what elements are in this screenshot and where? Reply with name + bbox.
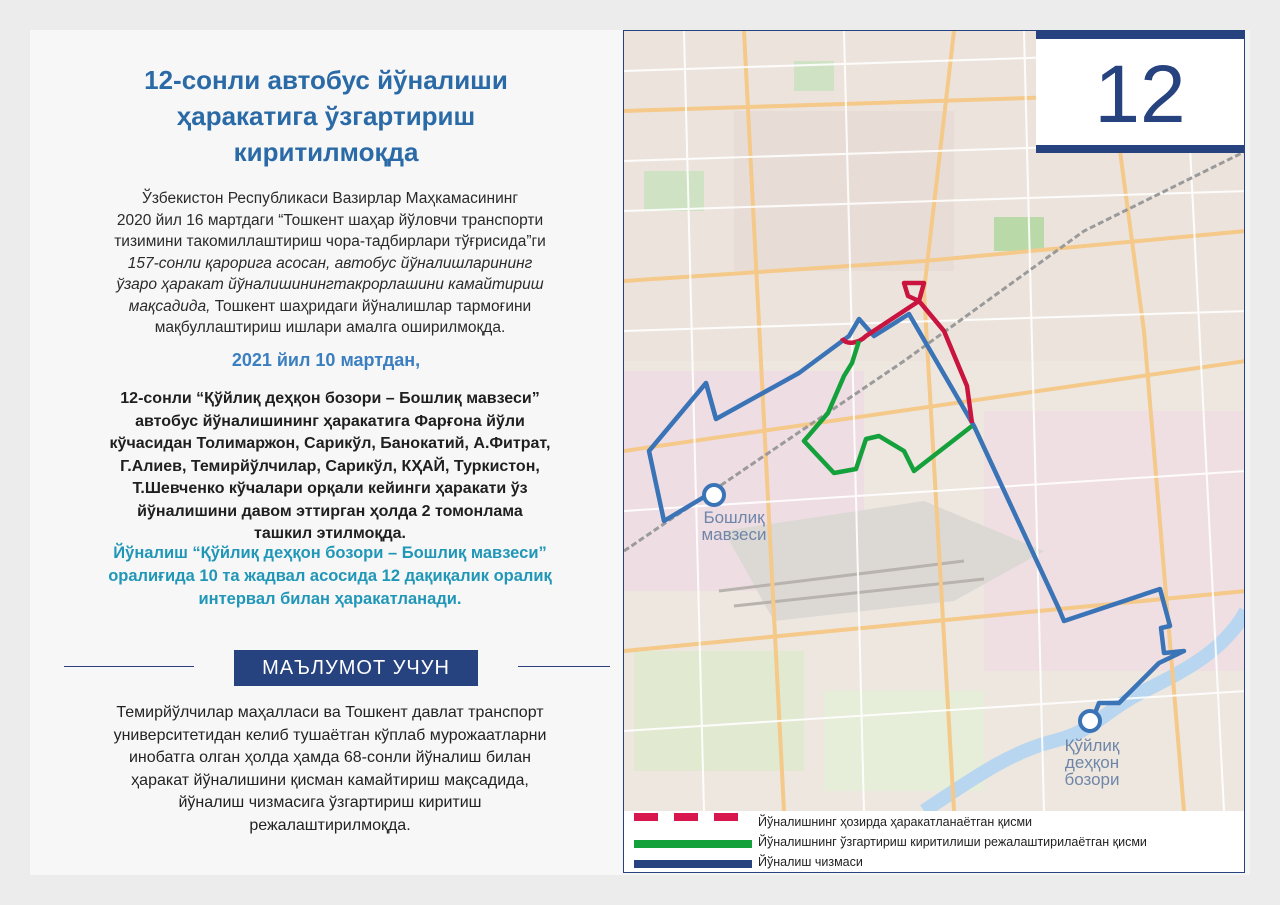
intro-line: Тошкент шаҳридаги йўналишлар тармоғини [210, 297, 532, 315]
route-number: 12 [1094, 49, 1186, 140]
stop-quyliq-label [1044, 737, 1140, 788]
intro-line: ўзаро ҳаракат йўналишинингтакрорлашини камайтириш [116, 276, 544, 293]
title-line: 12-сонли автобус йўналиши [144, 65, 508, 95]
divider [518, 666, 610, 667]
map-legend [624, 811, 1244, 873]
legend-item-current [634, 813, 1234, 833]
info-paragraph [60, 702, 600, 837]
schedule-info [60, 542, 600, 611]
schedule-line: оралиғида 10 та жадвал асосида 12 дақиқалик оралиқ [108, 567, 552, 585]
page-title [30, 62, 622, 170]
body-line: йўналишини давом эттирган ҳолда 2 томонлама [137, 502, 523, 520]
footer-line: йўналиш чизмасига ўзгартириш киритиш [178, 794, 482, 811]
footer-line: режалаштирилмоқда. [249, 816, 411, 834]
body-line: Г.Алиев, Темирйўлчилар, Сарикўл, КҲАЙ, Туркистон, [120, 457, 540, 475]
legend-swatch-navy [634, 860, 752, 868]
body-line: ташкил этилмоқда. [254, 525, 406, 542]
legend-swatch-dashed [634, 813, 752, 821]
schedule-line: Йўналиш “Қўйлиқ деҳқон бозори – Бошлиқ мавзеси” [113, 544, 547, 562]
intro-line: Ўзбекистон Республикаси Вазирлар Маҳкамасининг [142, 190, 518, 207]
intro-line: мақбуллаштириш ишлари амалга оширилмоқда. [154, 319, 506, 336]
text-panel [30, 30, 622, 875]
body-line: автобус йўналишининг ҳаракатига Фарғона йўли [135, 412, 525, 430]
intro-line: 2020 йил 16 мартдаги “Тошкент шаҳар йўловчи транспорти [116, 211, 544, 229]
intro-line: тизимини такомиллаштириш чора-тадбирлари тўғрисида”ги [114, 233, 546, 250]
footer-line: Темирйўлчилар маҳалласи ва Тошкент давлат транспорт [116, 704, 544, 721]
stop-quyliq-marker[interactable] [1080, 711, 1100, 731]
stop-boshliq-label [686, 509, 782, 543]
footer-line: инобатга олган ҳолда ҳамда 68-сонли йўналиш билан [128, 749, 531, 766]
intro-line: 157-сонли қарорига асосан, автобус йўналишларининг [127, 254, 533, 272]
route-change-description [70, 388, 590, 546]
body-line: кўчасидан Толимаржон, Сарикўл, Банокатий, А.Фитрат, [109, 435, 551, 452]
route-map[interactable] [623, 30, 1245, 873]
route-number-box [1036, 31, 1244, 153]
stop-label-line: бозори [1064, 770, 1120, 789]
park-area [994, 217, 1044, 251]
effective-date: 2021 йил 10 мартдан, [231, 350, 421, 370]
park-area [644, 171, 704, 211]
schedule-line: интервал билан ҳаракатланади. [198, 590, 462, 608]
footer-line: университетидан келиб тушаётган кўплаб мурожаатларни [113, 726, 547, 744]
info-button[interactable]: МАЪЛУМОТ УЧУН [234, 650, 478, 686]
intro-line: мақсадида, [128, 297, 211, 315]
stop-boshliq-marker[interactable] [704, 485, 724, 505]
body-line: Т.Шевченко кўчалари орқали кейинги ҳаракати ўз [132, 480, 528, 497]
intro-paragraph [70, 188, 590, 339]
stop-label-line: Бошлиқ [703, 508, 765, 527]
title-line: киритилмоқда [233, 137, 419, 167]
legend-text: Йўналишнинг ҳозирда ҳаракатланаётган қисми [758, 815, 1033, 829]
stop-label-line: деҳқон [1064, 753, 1120, 772]
stop-label-line: мавзеси [701, 525, 767, 544]
stop-label-line: Қўйлиқ [1064, 736, 1120, 755]
legend-swatch-green [634, 840, 752, 848]
footer-line: ҳаракат йўналишини қисман камайтириш мақсадида, [131, 771, 529, 789]
title-line: ҳаракатига ўзгартириш [176, 101, 476, 131]
legend-item-route [634, 853, 1234, 873]
info-section-header [64, 650, 584, 686]
divider [64, 666, 194, 667]
legend-text: Йўналишнинг ўзгартириш киритилиши режалаштирилаётган қисми [758, 835, 1147, 849]
body-line: 12-сонли “Қўйлиқ деҳқон бозори – Бошлиқ мавзеси” [120, 390, 540, 407]
park-area [824, 691, 984, 791]
legend-item-planned [634, 833, 1234, 853]
district-area [734, 111, 954, 271]
legend-text: Йўналиш чизмаси [758, 855, 863, 869]
